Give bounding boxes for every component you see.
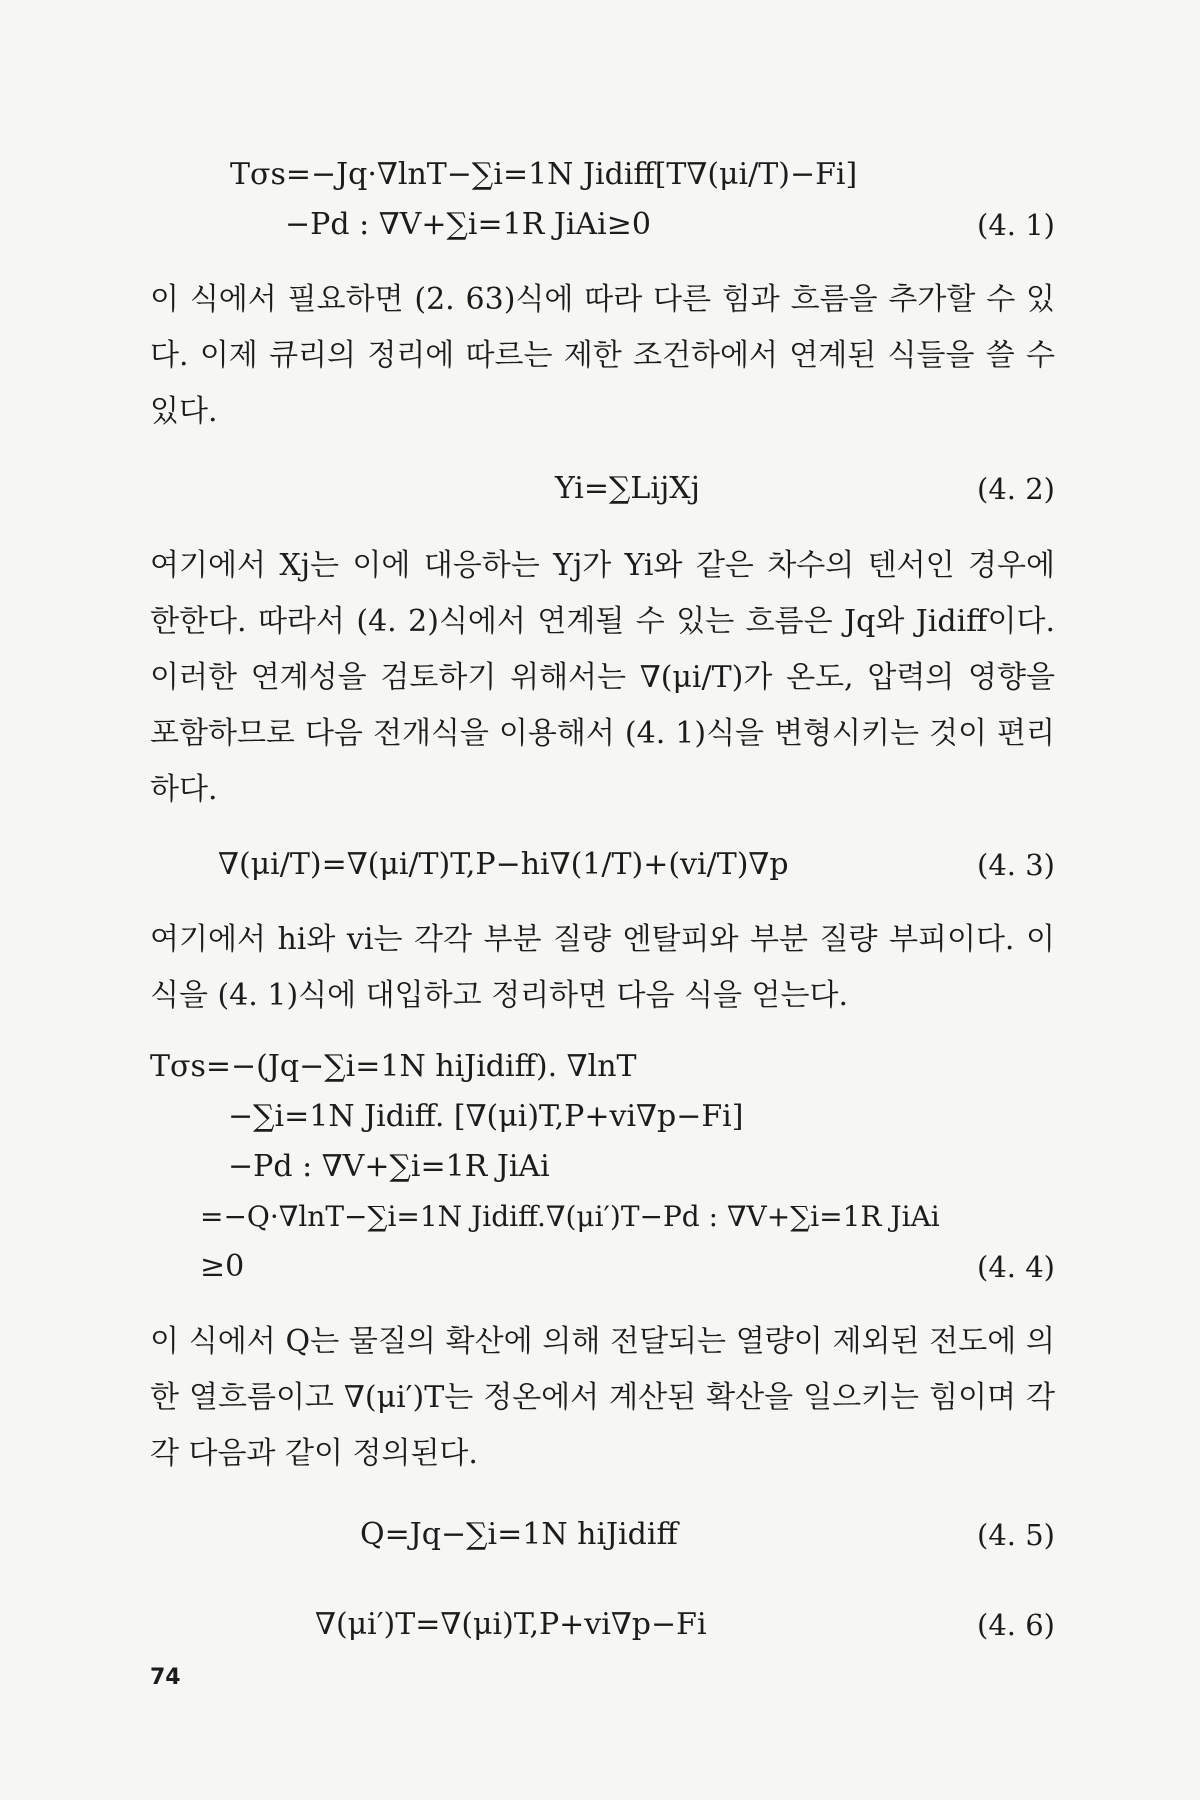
equation-4-6-text: ∇(μi′)T=∇(μi)T,P+vi∇p−Fi (315, 1607, 707, 1642)
equation-4-4-line-4: =−Q·∇lnT−∑i=1N Jidiff.∇(μi′)T−Pd : ∇V+∑i=1R JiAi (200, 1200, 940, 1233)
equation-4-1-line-1: Tσs=−Jq·∇lnT−∑i=1N Jidiff[T∇(μi/T)−Fi] (230, 157, 858, 192)
paragraph-1: 이 식에서 필요하면 (2. 63)식에 따라 다른 힘과 흐름을 추가할 수 있다. 이제 큐리의 정리에 따르는 제한 조건하에서 연계된 식들을 쓸 수 있다. (150, 282, 1055, 429)
equation-4-3 (150, 840, 1055, 890)
equation-4-4-line-2: −∑i=1N Jidiff. [∇(μi)T,P+vi∇p−Fi] (228, 1099, 744, 1134)
equation-4-4-line-3: −Pd : ∇V+∑i=1R JiAi (228, 1149, 550, 1184)
equation-number: (4. 3) (977, 848, 1055, 882)
equation-line (150, 150, 1055, 200)
equation-line (150, 1192, 1055, 1242)
equation-line (150, 1600, 1055, 1650)
paragraph-2: 여기에서 Xj는 이에 대응하는 Yj가 Yi와 같은 차수의 텐서인 경우에 한한다. 따라서 (4. 2)식에서 연계될 수 있는 흐름은 Jq와 Jidiff이다. 이러한 연계성을 검토하기 위해서는 ∇(μi/T)가 온도, 압력의 영향을 포함하므로 다음 전개식을 이용해서 (4. 1)식을 변형시키는 것이 편리하다. (150, 548, 1055, 807)
equation-4-4 (150, 1042, 1055, 1292)
equation-line (150, 840, 1055, 890)
equation-4-1 (150, 150, 1055, 250)
equation-4-5 (150, 1510, 1055, 1560)
equation-number: (4. 5) (977, 1518, 1055, 1552)
equation-4-2 (150, 464, 1055, 514)
equation-number: (4. 2) (977, 472, 1055, 506)
equation-line (150, 1042, 1055, 1092)
equation-4-2-text: Yi=∑LijXj (555, 471, 700, 506)
page-number: 74 (150, 1665, 181, 1690)
equation-number: (4. 1) (977, 208, 1055, 242)
paragraph-3: 여기에서 hi와 vi는 각각 부분 질량 엔탈피와 부분 질량 부피이다. 이 식을 (4. 1)식에 대입하고 정리하면 다음 식을 얻는다. (150, 922, 1055, 1013)
equation-4-1-line-2: −Pd : ∇V+∑i=1R JiAi≥0 (285, 207, 651, 242)
equation-4-4-line-5: ≥0 (200, 1249, 245, 1284)
equation-4-5-text: Q=Jq−∑i=1N hiJidiff (360, 1517, 678, 1552)
page-content (150, 150, 1055, 1650)
equation-number: (4. 4) (977, 1250, 1055, 1284)
equation-line (150, 1510, 1055, 1560)
equation-number: (4. 6) (977, 1608, 1055, 1642)
equation-line (150, 1092, 1055, 1142)
equation-line (150, 1142, 1055, 1192)
equation-line (150, 464, 1055, 514)
equation-4-4-line-1: Tσs=−(Jq−∑i=1N hiJidiff). ∇lnT (150, 1049, 637, 1084)
equation-4-3-text: ∇(μi/T)=∇(μi/T)T,P−hi∇(1/T)+(vi/T)∇p (218, 847, 789, 882)
equation-line (150, 1242, 1055, 1292)
paragraph-4: 이 식에서 Q는 물질의 확산에 의해 전달되는 열량이 제외된 전도에 의한 열흐름이고 ∇(μi′)T는 정온에서 계산된 확산을 일으키는 힘이며 각각 다음과 같이 정의된다. (150, 1324, 1055, 1471)
equation-line (150, 200, 1055, 250)
equation-4-6 (150, 1600, 1055, 1650)
